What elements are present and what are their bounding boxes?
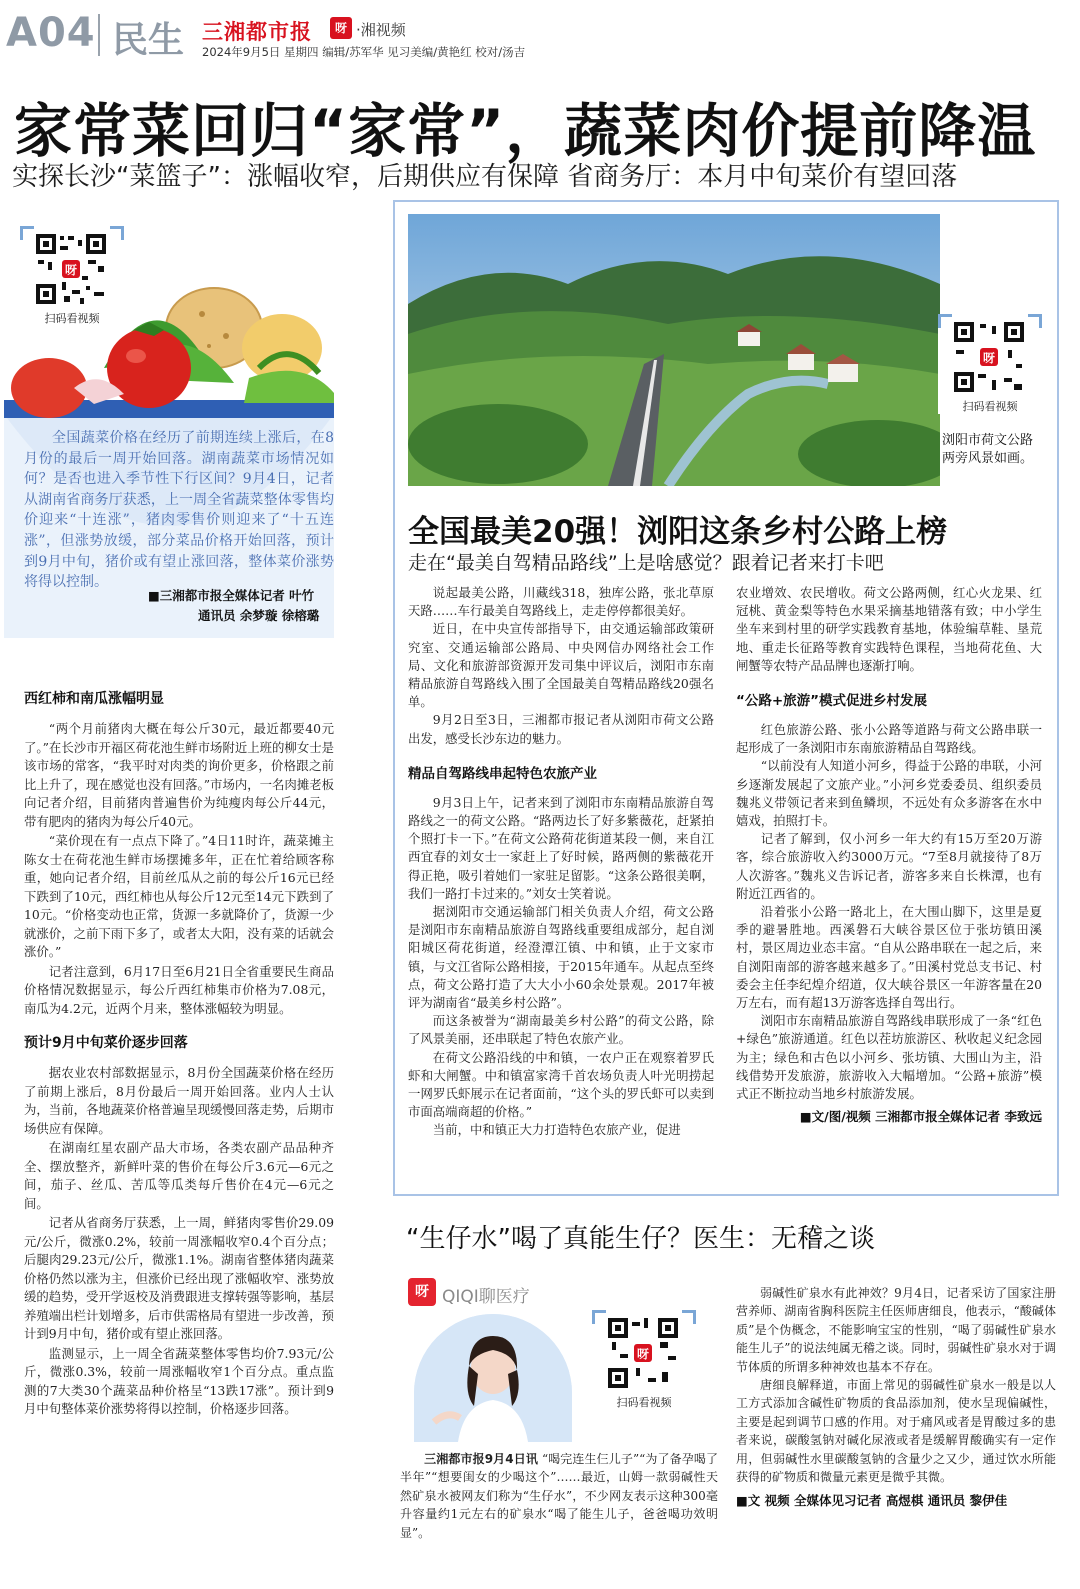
story2-paragraph: 当前，中和镇正大力打造特色农旅产业，促进 <box>432 1122 681 1138</box>
story1-paragraph: 在湖南红星农副产品大市场，各类农副产品品种齐全、摆放整齐，新鲜叶菜的售价在每公斤3.6元—6元之间，茄子、丝瓜、苦瓜等瓜类每斤售价在4元—6元之间。 <box>24 1140 334 1211</box>
story2-heading-1: 精品自驾路线串起特色农旅产业 <box>408 765 597 782</box>
story1-section1-title: 西红柿和南瓜涨幅明显 <box>24 691 164 707</box>
story1-section2-title: 预计9月中旬菜价逐步回落 <box>24 1035 188 1051</box>
story3-lead-text: “喝完连生仨儿子”“为了备孕喝了半年”“想要闺女的少喝这个”……最近，山姆一款弱碱性天然矿泉水被网友们称为“生仔水”，不少网友表示这种300毫升容量约1元左右的矿泉水“喝了能生儿子，爸爸喝功效明显”。 <box>400 1452 718 1540</box>
story3-paragraph: 弱碱性矿泉水有此神效？9月4日，记者采访了国家注册营养师、湖南省胸科医院主任医师唐细良，他表示，“酸碱体质”是个伪概念，不能影响宝宝的性别，“喝了弱碱性矿泉水能生儿子”的说法纯属无稽之谈。同时，弱碱性矿泉水对于调节体质的所谓多种神效也基本不存在。 <box>736 1286 1056 1374</box>
masthead-divider <box>98 14 100 56</box>
story2-subtitle: 走在“最美自驾精品路线”上是啥感觉？跟着记者来打卡吧 <box>408 552 884 574</box>
story2-paragraph: 记者了解到，仅小河乡一年大约有15万至20万游客，综合旅游收入约3000万元。“7至8月就接待了8万人次游客。”魏兆义告诉记者，游客多来自长株潭，也有附近江西省的。 <box>736 831 1042 901</box>
qr-code-icon[interactable] <box>34 232 108 306</box>
story2-heading-2: “公路+旅游”模式促进乡村发展 <box>736 693 928 710</box>
paper-name: 三湘都市报 <box>202 20 312 44</box>
page-number: A04 <box>6 10 96 56</box>
story2-paragraph: 沿着张小公路一路北上，在大围山脚下，这里是夏季的避暑胜地。西溪磐石大峡谷景区位于张坊镇田溪村，景区周边业态丰富。“自从公路串联在一起之后，来自浏阳南部的游客越来越多了。”田溪村党总支书记、村委会主任李纪煌介绍道，仅大峡谷景区一年游客量在20万左右，而有超13万游客选择自驾出行。 <box>736 904 1042 1011</box>
svg-text:呀: 呀 <box>636 1347 650 1361</box>
story1-byline <box>148 586 338 626</box>
story3-paragraph: 唐细良解释道，市面上常见的弱碱性矿泉水一般是以人工方式添加含碱性矿物质的食品添加剂，使水呈现偏碱性，主要是起到调节口感的作用。对于痛风或者是胃酸过多的患者来说，碳酸氢钠对碱化尿液或者是缓解胃酸确实有一定作用，但弱碱性水里碳酸氢钠的含量少之又少，通过饮水所能获得的矿物质和微量元素更是微乎其微。 <box>736 1378 1056 1485</box>
qr-code-block[interactable] <box>938 314 1042 414</box>
qr-label: 扫码看视频 <box>616 1396 672 1409</box>
story3-body <box>736 1284 1056 1511</box>
story2-column-2 <box>736 584 1042 1125</box>
brand-logo-icon: 呀 <box>330 17 352 39</box>
story2-paragraph: 而这条被誉为“湖南最美乡村公路”的荷文公路，除了风景美丽，还串联起了特色农旅产业。 <box>408 1013 714 1047</box>
section-name: 民生 <box>112 20 185 61</box>
story2-title: 全国最美20强！浏阳这条乡村公路上榜 <box>408 514 948 550</box>
qr-code-icon[interactable] <box>606 1316 680 1390</box>
story2-paragraph: 农业增效、农民增收。荷文公路两侧，红心火龙果、红冠桃、黄金梨等特色水果采摘基地错落有致；中小学生坐车来到村里的研学实践教育基地，体验编草鞋、垦荒地、重走长征路等教育实践特色课程，当地荷花鱼、大闸蟹等农特产品品牌也逐渐打响。 <box>736 585 1042 673</box>
story1-paragraph: 监测显示，上一周全省蔬菜整体零售均价7.93元/公斤，微涨0.3%，较前一周涨幅收窄1个百分点。重点监测的7大类30个蔬菜品种价格呈“13跌17涨”。预计到9月中旬整体菜价涨势将得以控制，价格逐步回落。 <box>24 1345 334 1416</box>
qr-code-block[interactable] <box>592 1310 696 1410</box>
story1-paragraph: 记者注意到，6月17日至6月21日全省重要民生商品价格情况数据显示，每公斤西红柿集市价格为7.08元，南瓜为4.2元，近两个月来，整体涨幅较为明显。 <box>24 963 334 1016</box>
svg-text:呀: 呀 <box>982 351 996 365</box>
column-name: QIQI聊医疗 <box>442 1287 530 1307</box>
masthead-meta: 2024年9月5日 星期四 编辑/苏军华 见习美编/黄艳红 校对/汤吉 <box>202 45 526 59</box>
landscape-photo <box>408 214 940 486</box>
column-logo-icon: 呀 <box>408 1278 436 1306</box>
qr-frame-corner <box>938 314 952 328</box>
svg-text:呀: 呀 <box>64 263 78 277</box>
story2-paragraph: “以前没有人知道小河乡，得益于公路的串联，小河乡逐渐发展起了文旅产业。”小河乡党委委员、组织委员魏兆义带领记者来到鱼鳞坝，不远处有众多游客在水中嬉戏，拍照打卡。 <box>736 758 1042 829</box>
story1-byline-correspondents: 通讯员 余梦璇 徐榕璐 <box>198 608 320 623</box>
story2-paragraph: 据浏阳市交通运输部门相关负责人介绍，荷文公路是浏阳市东南精品旅游自驾路线重要组成部分，起自浏阳城区荷花街道，经澄潭江镇、中和镇，止于文家市镇，与文江省际公路相接，于2015年通车。从起点至终点，荷文公路打造了大大小小60余处景观。2017年被评为湖南省“最美乡村公路”。 <box>408 904 714 1011</box>
story2-paragraph: 在荷文公路沿线的中和镇，一农户正在观察着罗氏虾和大闸蟹。中和镇富家湾千首农场负责人叶光明捞起一网罗氏虾展示在记者面前，“这个头的罗氏虾可以卖到市面高端商超的价格。” <box>408 1049 714 1120</box>
story3-dateline: 三湘都市报9月4日讯 <box>424 1452 538 1466</box>
story1-paragraph: “菜价现在有一点点下降了。”4日11时许，蔬菜摊主陈女士在荷花池生鲜市场摆摊多年，正在忙着给顾客称重，她向记者介绍，目前丝瓜从之前的每公斤16元已经下跌到了10元，西红柿也从每公斤12元至14元下跌到了10元。“价格变动也正常，货源一多就降价了，货源一少就涨价，之前下雨下多了，或者太大阳，没有菜的话就会涨价。” <box>24 833 334 959</box>
story2-paragraph: 9月2日至3日，三湘都市报记者从浏阳市荷文公路出发，感受长沙东边的魅力。 <box>408 712 714 746</box>
story2-paragraph: 红色旅游公路、张小公路等道路与荷文公路串联一起形成了一条浏阳市东南旅游精品自驾路线。 <box>736 722 1042 756</box>
story1-paragraph: “两个月前猪肉大概在每公斤30元，最近都要40元了。”在长沙市开福区荷花池生鲜市场附近上班的柳女士是该市场的常客，“我平时对肉类的询价更多，价格跟之前比上升了，现在感觉也没有回落。”市场内，一名肉摊老板向记者介绍，目前猪肉普遍售价为纯瘦肉每公斤44元，带有肥肉的猪肉为每公斤40元。 <box>24 721 334 829</box>
qr-label: 扫码看视频 <box>962 400 1018 413</box>
story1-body <box>24 688 334 1420</box>
story1-byline-reporter: ■三湘都市报全媒体记者 叶竹 <box>148 588 315 603</box>
qr-frame-corner <box>110 226 124 240</box>
main-subhead: 实探长沙“菜篮子”：涨幅收窄，后期供应有保障 省商务厅：本月中旬菜价有望回落 <box>12 162 958 192</box>
story3-lead <box>400 1450 718 1542</box>
story2-paragraph: 说起最美公路，川藏线318，独库公路，张北草原天路……车行最美自驾路线上，走走停停都很美好。 <box>408 585 714 619</box>
story2-paragraph: 浏阳市东南精品旅游自驾路线串联形成了一条“红色+绿色”旅游通道。红色以茬坊旅游区、秋收起义纪念园为主；绿色和古色以小河乡、张坊镇、大围山为主，沿线借势开发旅游，旅游收入大幅增加。“公路+旅游”模式正不断拉动当地乡村旅游发展。 <box>736 1013 1042 1102</box>
story1-paragraph: 据农业农村部数据显示，8月份全国蔬菜价格在经历了前期上涨后，8月份最后一周开始回落。业内人士认为，当前，各地蔬菜价格普遍呈现缓慢回落走势，后期市场供应有保障。 <box>24 1065 334 1136</box>
qr-frame-corner <box>682 1310 696 1324</box>
story2-column-1 <box>408 584 714 1140</box>
story2-byline: ■文/图/视频 三湘都市报全媒体记者 李致远 <box>799 1109 1042 1125</box>
story1-paragraph: 记者从省商务厅获悉，上一周，鲜猪肉零售价29.09元/公斤，微涨0.2%，较前一周涨幅收窄0.4个百分点；后腿肉29.23元/公斤，微涨1.1%。湖南省整体猪肉蔬菜价格仍然以涨为主，但涨价已经出现了涨幅收窄、涨势放缓的趋势，受开学返校及消费跟进支撑转强等影响，基层养殖端出栏计划增多，后市供需格局有望进一步改善，预计到9月中旬，猪价或有望止涨回落。 <box>24 1215 334 1341</box>
story1-lead: 全国蔬菜价格在经历了前期连续上涨后，在8月份的最后一周开始回落。湖南蔬菜市场情况如何？是否也进入季节性下行区间？9月4日，记者从湖南省商务厅获悉，上一周全省蔬菜整体零售均价迎来“十连涨”，猪肉零售价则迎来了“十五连涨”，但涨势放缓，部分菜品价格开始回落，预计到9月中旬，猪价或有望止涨回落，整体菜价涨势将得以控制。 <box>24 430 334 591</box>
qr-frame-corner <box>592 1310 606 1324</box>
qr-frame-corner <box>1028 314 1042 328</box>
qr-frame-corner <box>20 226 34 240</box>
qr-code-icon[interactable] <box>952 320 1026 394</box>
qr-label: 扫码看视频 <box>44 312 100 325</box>
brand-name: ·湘视频 <box>356 21 406 39</box>
qr-code-block[interactable] <box>20 226 124 326</box>
story2-paragraph: 9月3日上午，记者来到了浏阳市东南精品旅游自驾路线之一的荷文公路。“路两边长了好多紫薇花，赶紧拍个照打卡一下。”在荷文公路荷花街道某段一侧，来自江西宜春的刘女士一家赶上了好时候，路两侧的紫薇花开得正艳，吸引着她们一家驻足留影。“这条公路很美啊，我们一路打卡过来的。”刘女士笑着说。 <box>408 794 714 901</box>
story2-paragraph: 近日，在中央宣传部指导下，由交通运输部政策研究室、交通运输部公路局、中央网信办网络社会工作局、文化和旅游部资源开发司集中评议后，浏阳市东南精品旅游自驾路线入围了全国最美自驾精品路线20强名单。 <box>408 621 714 710</box>
story3-byline: ■文 视频 全媒体见习记者 高煜棋 通讯员 黎伊佳 <box>736 1493 1008 1509</box>
photo-caption: 浏阳市荷文公路两旁风景如画。 <box>942 433 1034 466</box>
story3-title: “生仔水”喝了真能生仔？医生：无稽之谈 <box>406 1224 875 1254</box>
host-portrait <box>414 1314 572 1442</box>
main-headline: 家常菜回归“家常”，蔬菜肉价提前降温 <box>14 97 1037 165</box>
